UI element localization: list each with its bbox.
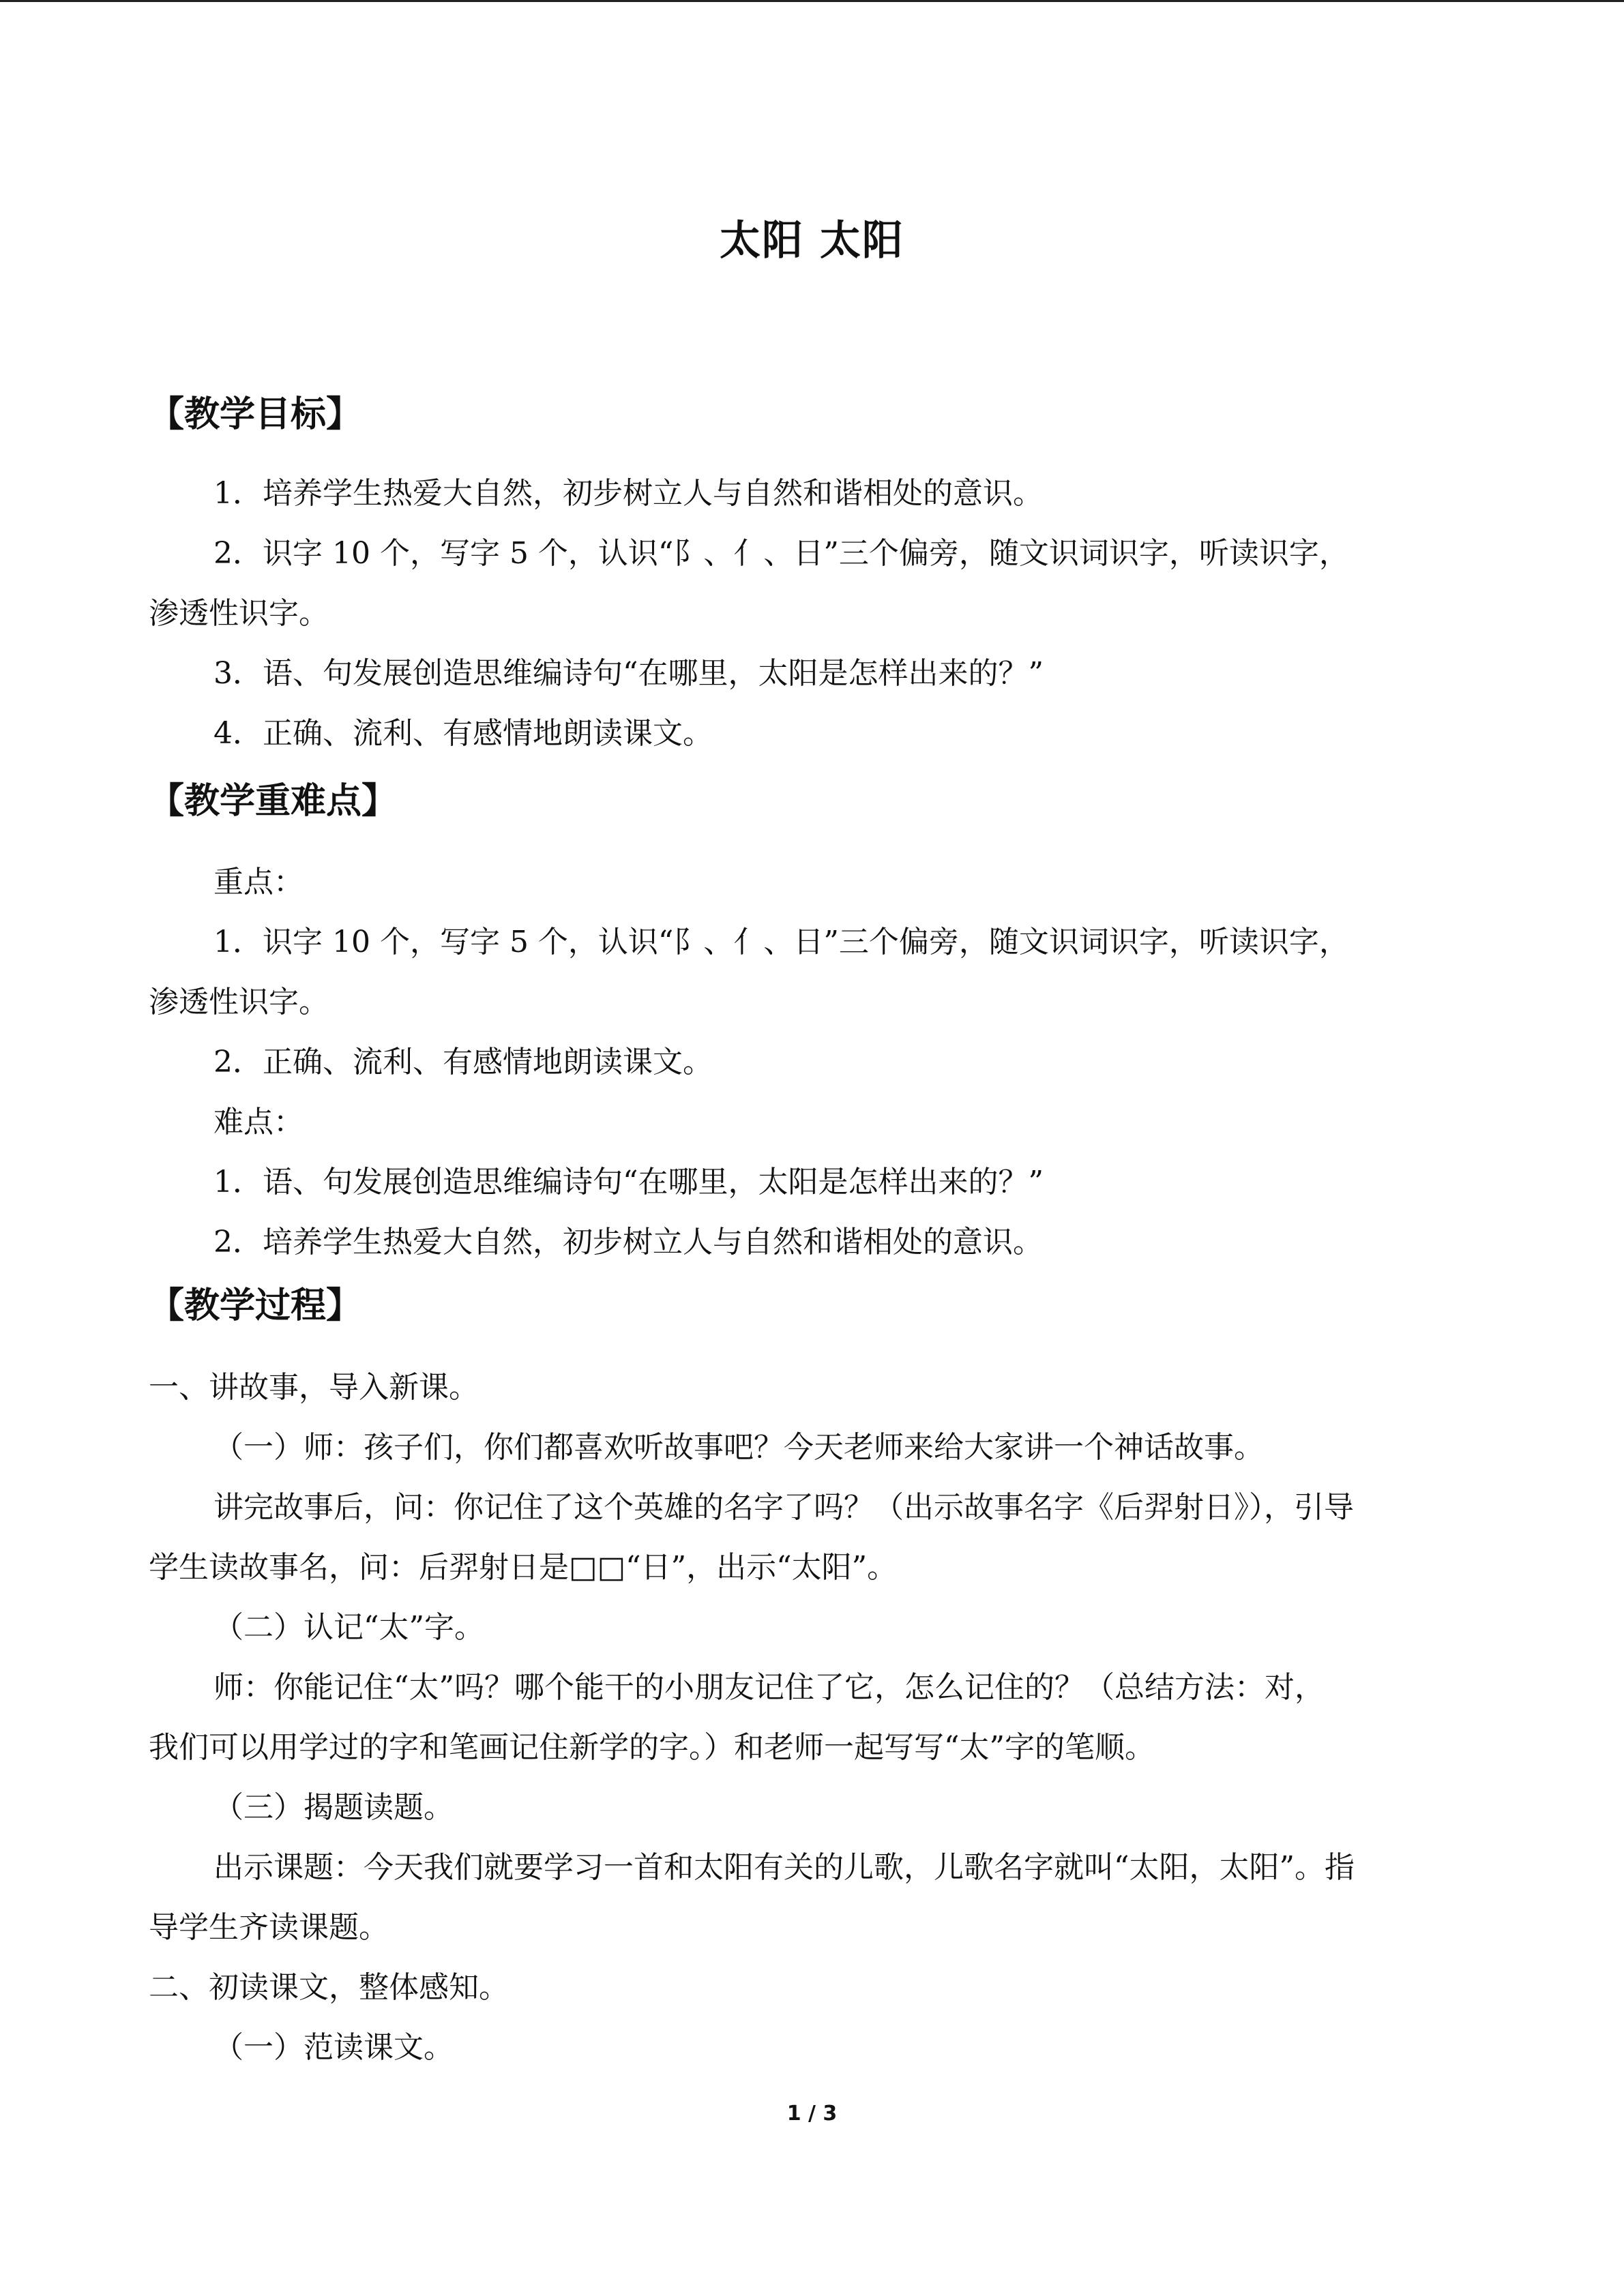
process-paragraph-continued: 学生读故事名，问：后羿射日是□□“日”，出示“太阳”。 — [149, 1550, 898, 1585]
key-item-1-continued: 渗透性识字。 — [149, 985, 329, 1019]
process-section-1: 一、讲故事，导入新课。 — [149, 1370, 479, 1405]
objective-item-4: 4．正确、流利、有感情地朗读课文。 — [213, 716, 713, 751]
objective-item-3: 3．语、句发展创造思维编诗句“在哪里，太阳是怎样出来的？” — [213, 656, 1044, 691]
process-paragraph: （二）认记“太”字。 — [213, 1610, 484, 1645]
process-paragraph: 出示课题：今天我们就要学习一首和太阳有关的儿歌，儿歌名字就叫“太阳，太阳”。指 — [213, 1850, 1355, 1885]
process-paragraph-continued: 导学生齐读课题。 — [149, 1910, 389, 1945]
page-top-border — [0, 0, 1624, 2]
key-item-1: 1．识字 10 个，写字 5 个，认识“阝、亻、日”三个偏旁，随文识词识字，听读识字， — [213, 925, 1349, 959]
objective-item-1: 1．培养学生热爱大自然，初步树立人与自然和谐相处的意识。 — [213, 476, 1043, 511]
difficult-item-1: 1．语、句发展创造思维编诗句“在哪里，太阳是怎样出来的？” — [213, 1165, 1044, 1199]
process-section-2: 二、初读课文，整体感知。 — [149, 1970, 509, 2005]
key-points-heading: 【教学重难点】 — [149, 781, 398, 822]
difficult-label: 难点： — [213, 1105, 304, 1139]
key-item-2: 2．正确、流利、有感情地朗读课文。 — [213, 1045, 713, 1079]
process-paragraph: 讲完故事后，问：你记住了这个英雄的名字了吗？（出示故事名字《后羿射日》），引导 — [213, 1490, 1354, 1525]
page-number: 1 / 3 — [786, 2102, 838, 2126]
objective-item-2: 2．识字 10 个，写字 5 个，认识“阝、亻、日”三个偏旁，随文识词识字，听读识字， — [213, 536, 1349, 571]
key-label: 重点： — [213, 865, 304, 899]
objectives-heading: 【教学目标】 — [149, 394, 362, 435]
difficult-item-2: 2．培养学生热爱大自然，初步树立人与自然和谐相处的意识。 — [213, 1225, 1043, 1259]
page-title: 太阳 太阳 — [720, 217, 904, 265]
process-paragraph: （三）揭题读题。 — [213, 1790, 454, 1825]
process-heading: 【教学过程】 — [149, 1285, 362, 1326]
objective-item-2-continued: 渗透性识字。 — [149, 596, 329, 631]
process-paragraph-continued: 我们可以用学过的字和笔画记住新学的字。）和老师一起写写“太”字的笔顺。 — [149, 1730, 1155, 1765]
process-paragraph: （一）师：孩子们，你们都喜欢听故事吧？今天老师来给大家讲一个神话故事。 — [213, 1430, 1264, 1465]
process-paragraph: 师：你能记住“太”吗？哪个能干的小朋友记住了它，怎么记住的？（总结方法：对， — [213, 1670, 1325, 1705]
process-paragraph: （一）范读课文。 — [213, 2030, 454, 2065]
